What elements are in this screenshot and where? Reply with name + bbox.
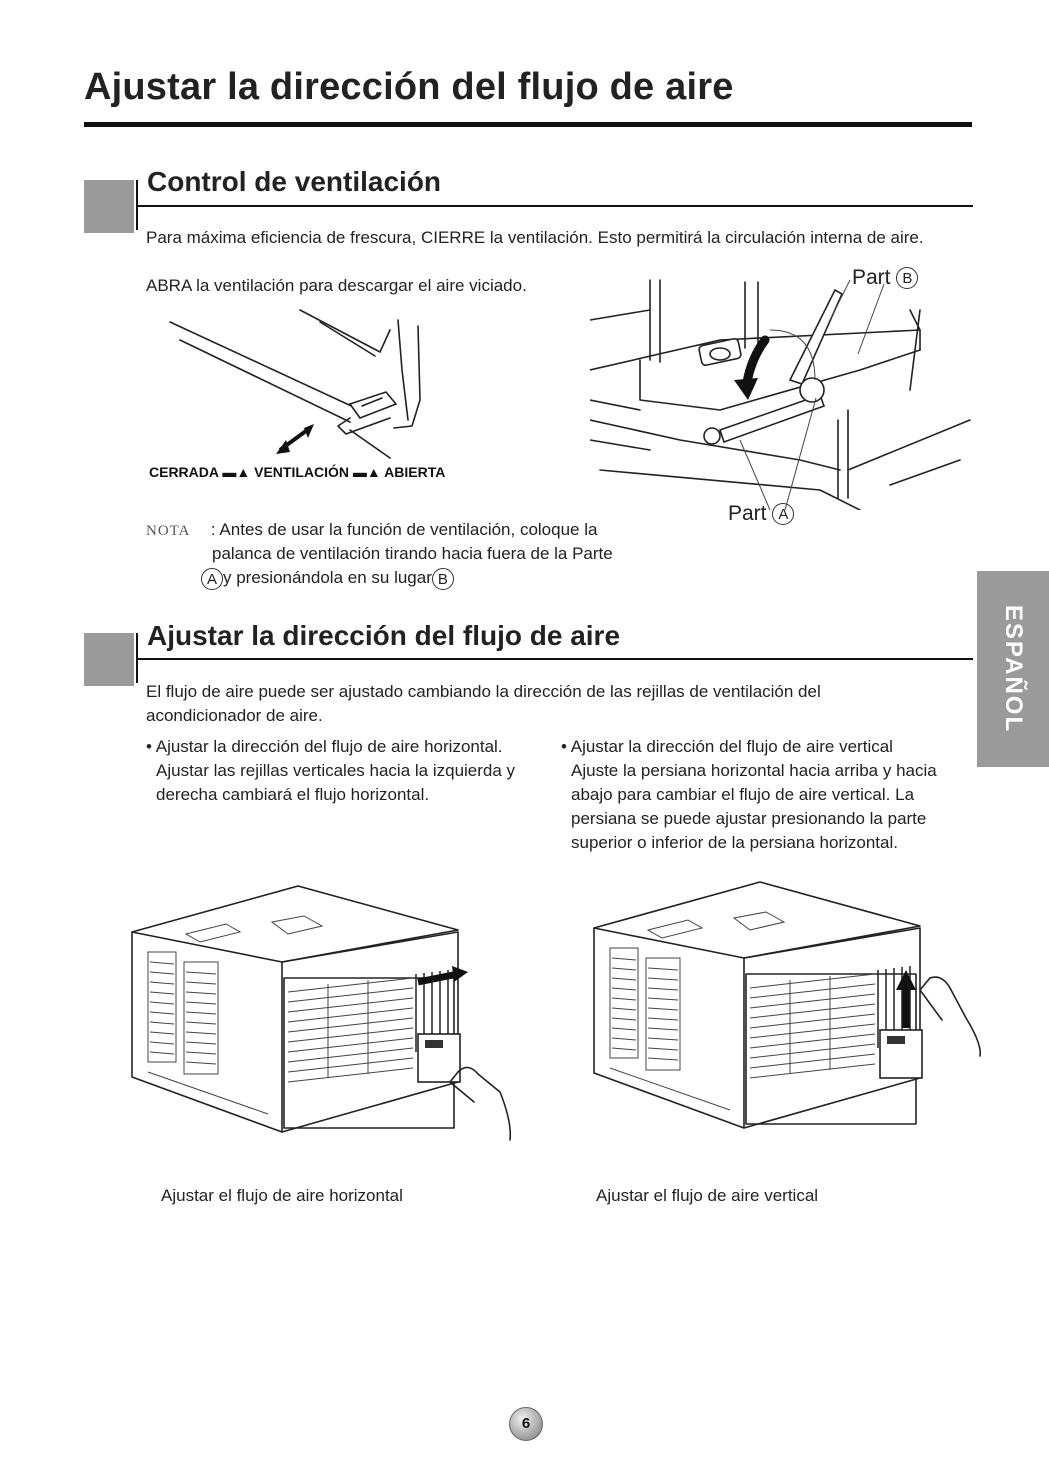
note-line-3-text: y presionándola en su lugar <box>223 568 432 587</box>
ventilation-paragraph-2: ABRA la ventilación para descargar el aire viciado. <box>146 276 527 295</box>
caption-closed: CERRADA <box>149 464 219 480</box>
vertical-caption: Ajustar el flujo de aire vertical <box>596 1186 819 1205</box>
language-side-tab <box>977 571 1049 767</box>
vent-lever-illustration <box>150 300 440 460</box>
page-number: 6 <box>509 1407 543 1441</box>
vertical-text: Ajuste la persiana horizontal hacia arriba y hacia abajo para cambiar el flujo de aire vertical. La persiana se puede ajustar presionando la parte superior o inferior de la persiana horizontal. <box>571 761 937 852</box>
caption-ventilation: VENTILACIÓN <box>254 464 350 480</box>
vent-mechanism-illustration <box>590 270 980 510</box>
caption-open: ABIERTA <box>384 464 446 480</box>
part-a-text: Part <box>728 502 767 525</box>
circled-letter-a: A <box>772 503 794 525</box>
horizontal-title: • Ajustar la dirección del flujo de aire horizontal. <box>146 737 503 756</box>
horizontal-text: Ajustar las rejillas verticales hacia la izquierda y derecha cambiará el flujo horizontal. <box>156 761 516 804</box>
note-line-1: : Antes de usar la función de ventilación, coloque la <box>210 520 598 539</box>
vertical-column <box>561 735 966 855</box>
language-side-tab-text: ESPAÑOL <box>1000 604 1027 734</box>
part-b-text: Part <box>852 266 891 289</box>
circled-letter-b: B <box>432 568 454 590</box>
section-marker-airflow <box>84 633 134 686</box>
lever-caption <box>149 464 445 480</box>
horizontal-caption: Ajustar el flujo de aire horizontal <box>161 1186 403 1205</box>
note-line-3 <box>201 566 454 590</box>
circled-letter-a: A <box>201 568 223 590</box>
section-heading-ventilation: Control de ventilación <box>147 166 442 197</box>
ventilation-paragraph-1: Para máxima eficiencia de frescura, CIERRE la ventilación. Esto permitirá la circulación interna de aire. <box>146 228 924 247</box>
section-rule <box>136 205 973 207</box>
caption-arrow-right-icon: ▬▲ <box>352 464 381 480</box>
ac-unit-horizontal-illustration <box>128 882 528 1142</box>
note-label: NOTA <box>146 523 191 539</box>
section-marker-ventilation <box>84 180 134 233</box>
horizontal-column <box>146 735 546 807</box>
part-b-label <box>852 266 918 290</box>
ac-unit-vertical-illustration <box>590 878 990 1138</box>
section-rule <box>136 658 973 660</box>
page-title: Ajustar la dirección del flujo de aire <box>84 66 734 108</box>
part-a-label <box>728 502 794 526</box>
note-block <box>146 518 666 542</box>
section-heading-airflow: Ajustar la dirección del flujo de aire <box>147 620 621 651</box>
note-line-2: palanca de ventilación tirando hacia fuera de la Parte <box>212 544 613 563</box>
vertical-title: • Ajustar la dirección del flujo de aire vertical <box>561 737 893 756</box>
title-rule <box>84 122 972 127</box>
airflow-intro: El flujo de aire puede ser ajustado cambiando la dirección de las rejillas de ventilación del acondicionador de aire. <box>146 682 821 725</box>
caption-arrow-left-icon: ▬▲ <box>222 464 251 480</box>
circled-letter-b: B <box>896 267 918 289</box>
